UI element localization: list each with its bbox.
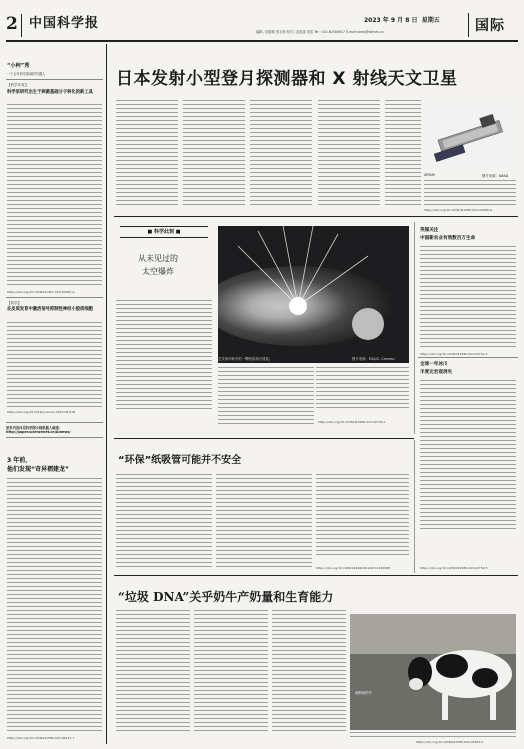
feature-body-col1 — [116, 300, 212, 410]
lead-body-col1 — [116, 100, 178, 205]
section-box — [468, 13, 469, 37]
divider — [6, 297, 103, 298]
right-story2-tag: 全球一年冰川 — [420, 362, 448, 367]
column-rule — [414, 222, 415, 434]
column-rule — [414, 440, 415, 573]
left-column — [6, 44, 103, 744]
right-story2-title: 丰度比宏观消失 — [420, 370, 453, 375]
straw-body-col2 — [216, 474, 312, 570]
nova-photo — [218, 226, 409, 363]
straw-headline: “环保”纸吸管可能并不安全 — [118, 455, 242, 466]
square-icon: ■ — [175, 229, 181, 235]
more-label: 更多内容详见科学网小柯机器人频道： — [6, 426, 63, 430]
item1-body — [7, 104, 102, 288]
section-rule — [114, 575, 518, 576]
story3-body — [7, 478, 102, 734]
satellite-photo — [424, 100, 516, 170]
straw-body-col3 — [316, 474, 409, 556]
feature-tag — [120, 226, 208, 238]
more-url[interactable]: http://paper.sciencenet.cn/AInews/ — [6, 430, 71, 434]
story3-doi: https://doi.org/10.1038/s41586-023-06513-7 — [7, 736, 75, 740]
dna-body-col3 — [272, 610, 346, 732]
feature-title-line2: 太空爆炸 — [142, 267, 174, 276]
photo-caption-label: XRISM — [424, 173, 435, 177]
lead-body-col2 — [183, 100, 245, 205]
right-story1-body — [420, 246, 516, 350]
cow-caption: 荷斯坦奶牛 — [355, 691, 372, 695]
contact-line: 编辑 / 赵熙熙 张吉珍 校对 / 赵浚菡 电话 Tel：010-62580617 E-mail:news@stimes.cn — [256, 30, 384, 34]
dna-body-col2 — [194, 610, 268, 732]
stellar-explosion-illustration — [218, 226, 409, 363]
item1-tag: 【科学年度】 — [7, 83, 29, 87]
paper-name: 中国科学报 — [29, 16, 100, 31]
dna-headline: “垃圾 DNA”关乎奶牛产奶量和生育能力 — [118, 590, 334, 604]
lead-rule — [114, 216, 518, 217]
cow-photo — [350, 614, 516, 730]
feature-title-line1: 从未见过的 — [138, 254, 178, 263]
photo-credit: 图片来源：NASA — [482, 174, 509, 178]
right-story1-tag: 英媒关注 — [420, 228, 439, 233]
straw-body-col1 — [116, 474, 212, 570]
lead-body-col3 — [250, 100, 312, 205]
feature-doi: https://doi.org/10.1038/d41586-023-02730-x — [318, 420, 386, 424]
feature-body-col2 — [218, 367, 314, 425]
feature-photo-credit: 图片来源：ESA/C. Carreau — [352, 357, 395, 361]
section-rule — [114, 438, 414, 439]
masthead-divider — [21, 14, 22, 37]
lead-doi: https://doi.org/10.1038/d41586-023-02890-w — [424, 208, 493, 212]
item2-title: 在皮质发育中激活信号抑制性神经小胶质细胞 — [7, 307, 93, 312]
item1-doi: https://doi.org/10.1038/s41467-023-40900-w — [7, 290, 75, 294]
divider — [418, 357, 518, 358]
item2-tag: 【科学】 — [7, 301, 22, 305]
feature-photo-caption: 艺术家印象中的一颗恒星和白矮星。 — [218, 357, 273, 361]
square-icon: ■ — [147, 229, 153, 235]
right-story2-body — [420, 380, 516, 530]
item2-body — [7, 322, 102, 408]
item1-title: 科学家研究出生于病菌基础分子转化的新工具 — [7, 90, 93, 95]
item2-doi: https://doi.org/10.1016/j.neuron.2023.08.018 — [7, 410, 76, 414]
weekday-text: 星期五 — [421, 17, 440, 24]
story3-title-line2: 他们发现“奇异褶建龙” — [7, 466, 69, 473]
satellite-illustration — [424, 100, 516, 170]
date-text: 2023 年 9 月 8 日 — [364, 17, 418, 24]
divider — [6, 79, 103, 80]
lead-body-col6 — [424, 180, 516, 206]
dna-body-col4 — [350, 732, 516, 738]
column-rule — [106, 44, 107, 744]
feature-body-col3 — [316, 367, 409, 409]
lead-body-col5 — [385, 100, 421, 205]
column-subtitle: 一个会写科学新闻的机器人 — [7, 72, 46, 76]
right-story2-doi: https://doi.org/10.1038/d41586-023-02739-5 — [420, 566, 488, 570]
section-name: 国际 — [475, 18, 505, 34]
cow-illustration — [350, 614, 516, 730]
column-title: “小柯”秀 — [7, 63, 30, 69]
issue-date — [364, 15, 440, 24]
right-story1-doi: https://doi.org/10.1038/d41586-023-02741-2 — [420, 352, 488, 356]
page-number: 2 — [6, 14, 18, 34]
dna-doi: https://doi.org/10.1038/s41588-023-01603-0 — [416, 740, 484, 744]
story3-title-line1: 3 年前， — [7, 457, 32, 464]
more-box — [6, 422, 103, 438]
straw-doi: https://doi.org/10.1080/19440049.2023.2240908 — [316, 566, 390, 570]
dna-body-col1 — [116, 610, 190, 732]
lead-body-col4 — [318, 100, 380, 205]
right-story1-title: 中国新农业有效数百万生命 — [420, 236, 476, 241]
lead-headline: 日本发射小型登月探测器和 X 射线天文卫星 — [116, 69, 458, 89]
feature-tag-text: 科学此刻 — [153, 229, 174, 235]
masthead-rule — [6, 40, 518, 42]
